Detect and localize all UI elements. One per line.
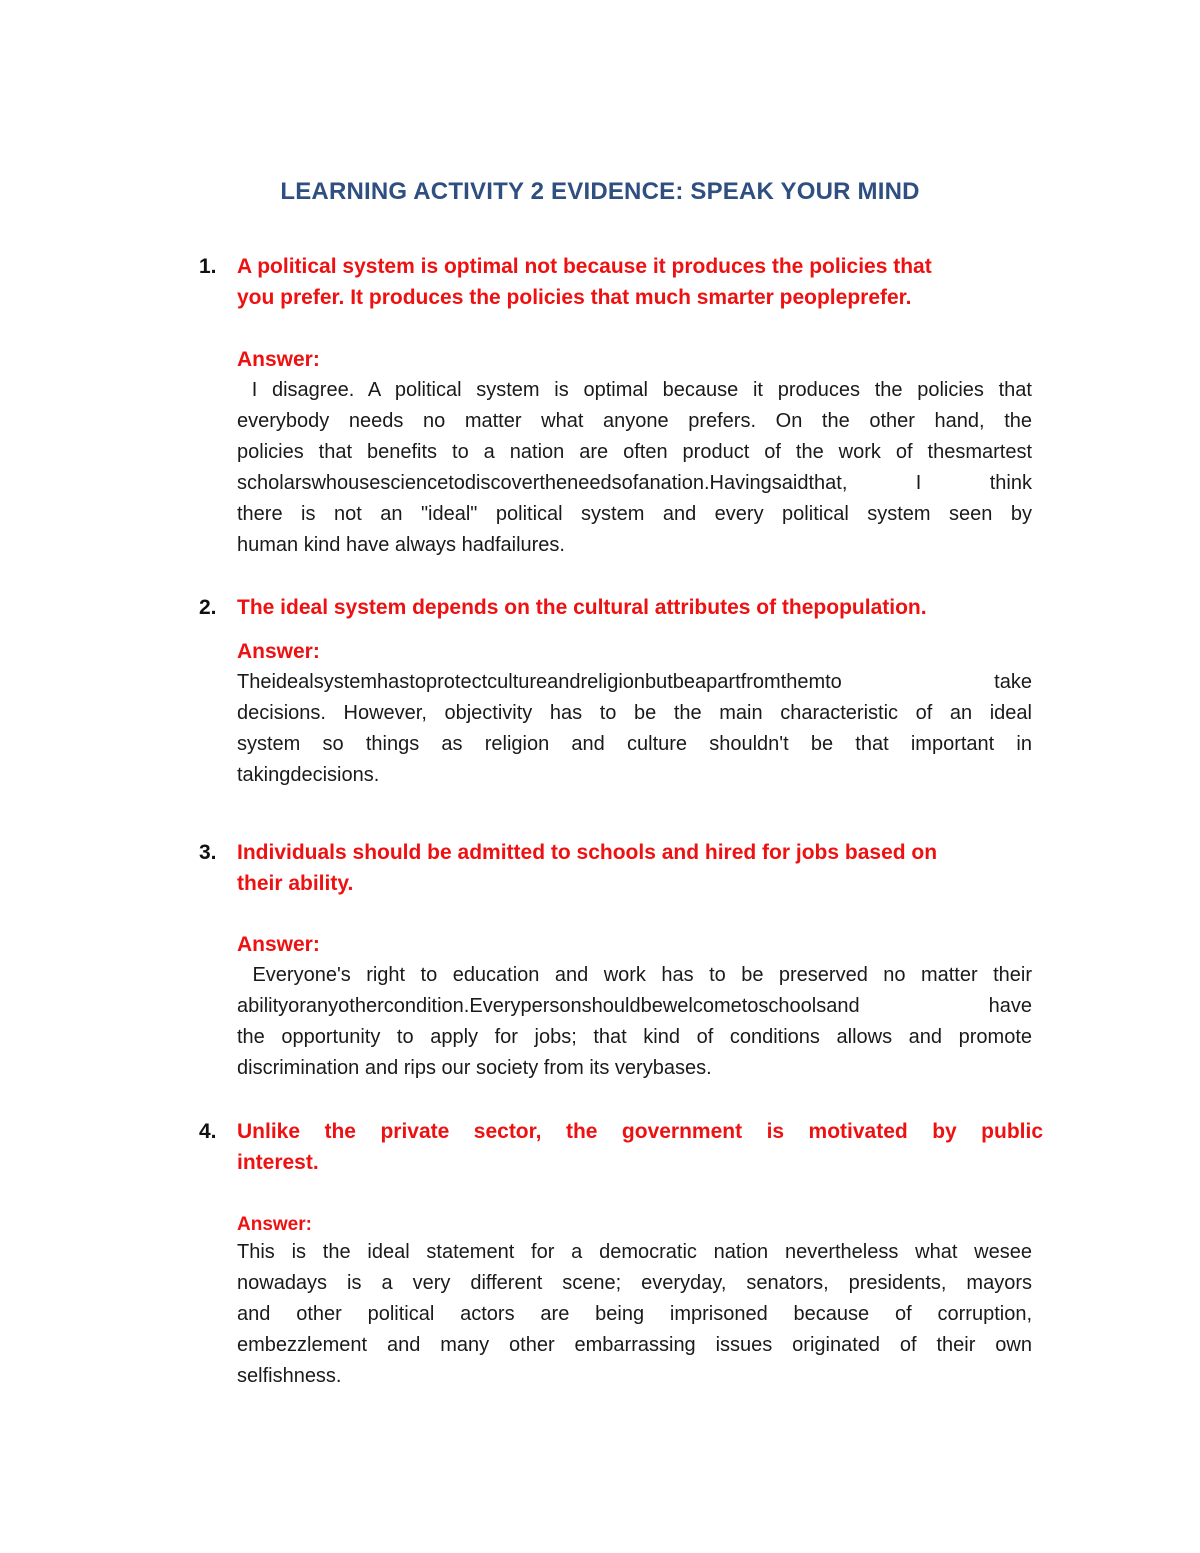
- question-line: The ideal system depends on the cultural attributes of thepopulation.: [237, 596, 927, 619]
- question-text: [237, 837, 1037, 899]
- answer-text: [237, 960, 1032, 1084]
- answer-text: [237, 1237, 1032, 1392]
- answer-line: policies that benefits to a nation are often product of the work of thesmartest: [237, 441, 1032, 463]
- answer-label: Answer:: [237, 348, 320, 371]
- question-text: [237, 592, 1037, 623]
- answer-line: I disagree. A political system is optimal because it produces the policies that: [237, 379, 1032, 401]
- answer-line: system so things as religion and culture shouldn't be that important in: [237, 733, 1032, 755]
- answer-line: decisions. However, objectivity has to be the main characteristic of an ideal: [237, 702, 1032, 724]
- answer-line: discrimination and rips our society from its verybases.: [237, 1057, 712, 1079]
- question-number: 2.: [199, 596, 217, 619]
- answer-text: [237, 667, 1032, 791]
- answer-line: and other political actors are being imprisoned because of corruption,: [237, 1303, 1032, 1325]
- question-line: you prefer. It produces the policies that much smarter peopleprefer.: [237, 286, 912, 309]
- question-text: [237, 1116, 1043, 1178]
- answer-label: Answer:: [237, 640, 320, 663]
- answer-line: embezzlement and many other embarrassing issues originated of their own: [237, 1334, 1032, 1356]
- question-number: 1.: [199, 255, 217, 278]
- answer-line: Theidealsystemhastoprotectcultureandreligionbutbeapartfromthemto take: [237, 671, 1032, 693]
- answer-line: everybody needs no matter what anyone prefers. On the other hand, the: [237, 410, 1032, 432]
- answer-line: human kind have always hadfailures.: [237, 534, 565, 556]
- answer-line: there is not an "ideal" political system and every political system seen by: [237, 503, 1032, 525]
- question-line: A political system is optimal not because it produces the policies that: [237, 255, 932, 278]
- answer-line: nowadays is a very different scene; everyday, senators, presidents, mayors: [237, 1272, 1032, 1294]
- answer-line: This is the ideal statement for a democratic nation nevertheless what wesee: [237, 1241, 1032, 1263]
- answer-line: takingdecisions.: [237, 764, 380, 786]
- answer-line: selfishness.: [237, 1365, 342, 1387]
- question-text: [237, 251, 1037, 313]
- question-number: 3.: [199, 841, 217, 864]
- answer-line: abilityoranyothercondition.Everypersonshouldbewelcometoschoolsand have: [237, 995, 1032, 1017]
- answer-label: Answer:: [237, 1214, 312, 1235]
- question-line: Individuals should be admitted to schools and hired for jobs based on: [237, 841, 938, 864]
- question-line: their ability.: [237, 872, 354, 895]
- page-title: LEARNING ACTIVITY 2 EVIDENCE: SPEAK YOUR MIND: [280, 178, 920, 205]
- question-line: Unlike the private sector, the government is motivated by public: [237, 1120, 1043, 1143]
- answer-label: Answer:: [237, 933, 320, 956]
- answer-line: scholarswhousesciencetodiscovertheneedsofanation.Havingsaidthat, I think: [237, 472, 1032, 494]
- answer-line: Everyone's right to education and work has to be preserved no matter their: [237, 964, 1032, 986]
- answer-text: [237, 375, 1032, 561]
- question-line: interest.: [237, 1151, 319, 1174]
- answer-line: the opportunity to apply for jobs; that kind of conditions allows and promote: [237, 1026, 1032, 1048]
- question-number: 4.: [199, 1120, 217, 1143]
